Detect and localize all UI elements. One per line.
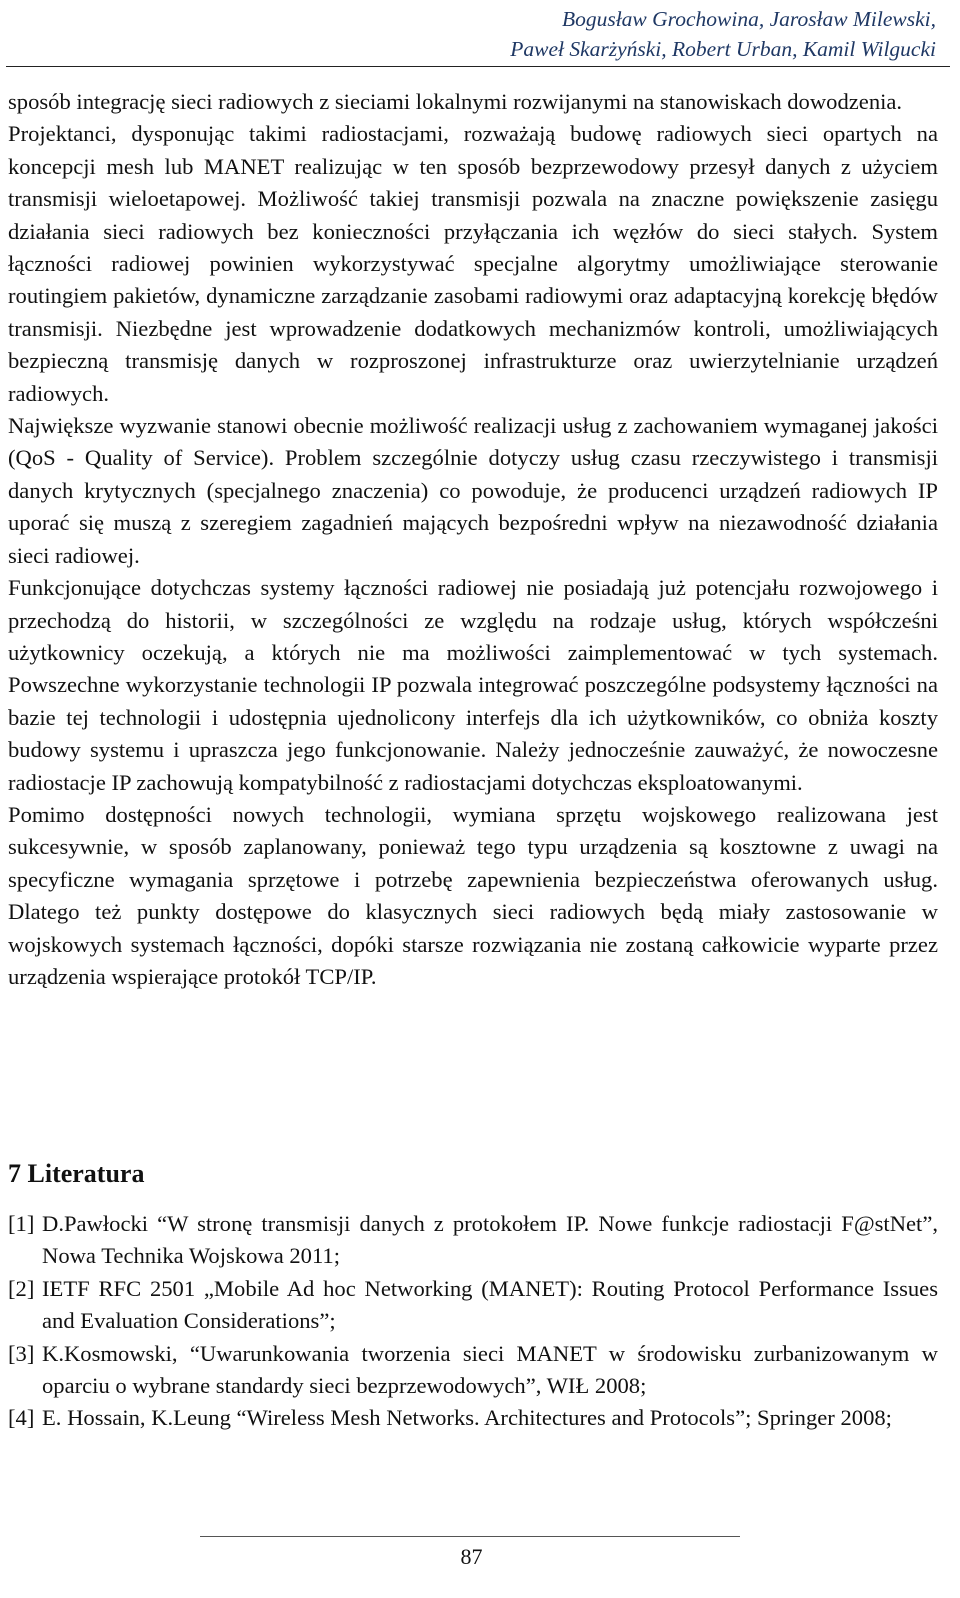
reference-text: IETF RFC 2501 „Mobile Ad hoc Networking (MANET): Routing Protocol Performance Issues and Evaluation Considerations”; <box>42 1275 938 1334</box>
header-authors-line-2: Paweł Skarżyński, Robert Urban, Kamil Wilgucki <box>510 37 936 61</box>
reference-item <box>8 1338 938 1403</box>
reference-item <box>8 1402 938 1434</box>
reference-item <box>8 1208 938 1273</box>
paragraph: sposób integrację sieci radiowych z sieciami lokalnymi rozwijanymi na stanowiskach dowodzenia. <box>8 89 903 114</box>
header-divider <box>6 66 950 67</box>
paragraph: Funkcjonujące dotychczas systemy łączności radiowej nie posiadają już potencjału rozwojowego i przechodzą do historii, w szczególności ze względu na rodzaje usług, których współcześni użytkownicy oczekują, a których nie ma możliwości zaimplementować w tych systemach. Powszechne wykorzystanie technologii IP pozwala integrować poszczególne podsystemy łączności na bazie tej technologii i udostępnia ujednolicony interfejs dla ich użytkowników, co obniża koszty budowy systemu i upraszcza jego funkcjonowanie. Należy jednocześnie zauważyć, że nowoczesne radiostacje IP zachowują kompatybilność z radiostacjami dotychczas eksploatowanymi. <box>8 575 938 795</box>
paragraph: Pomimo dostępności nowych technologii, wymiana sprzętu wojskowego realizowana jest sukcesywnie, w sposób zaplanowany, ponieważ tego typu urządzenia są kosztowne z uwagi na specyficzne wymagania sprzętowe i potrzebę zapewnienia bezpieczeństwa oferowanych usług. Dlatego też punkty dostępowe do klasycznych sieci radiowych będą miały zastosowanie w wojskowych systemach łączności, dopóki starsze rozwiązania nie zostaną całkowicie wyparte przez urządzenia wspierające protokół TCP/IP. <box>8 801 938 989</box>
reference-text: K.Kosmowski, “Uwarunkowania tworzenia sieci MANET w środowisku zurbanizowanym w oparciu o wybrane standardy sieci bezprzewodowych”, WIŁ 2008; <box>42 1340 938 1399</box>
footer-divider <box>200 1536 740 1537</box>
reference-list <box>8 1208 938 1435</box>
body-text <box>8 86 938 993</box>
reference-item <box>8 1273 938 1338</box>
page-number: 87 <box>460 1544 483 1569</box>
reference-number: [1] <box>8 1211 35 1236</box>
section-heading: 7 Literatura <box>8 1159 145 1188</box>
reference-number: [2] <box>8 1275 35 1301</box>
reference-text: D.Pawłocki “W stronę transmisji danych z protokołem IP. Nowe funkcje radiostacji F@stNet”, Nowa Technika Wojskowa 2011; <box>42 1211 938 1269</box>
reference-number: [3] <box>8 1340 35 1366</box>
reference-text: E. Hossain, K.Leung “Wireless Mesh Networks. Architectures and Protocols”; Springer 2008; <box>42 1405 892 1431</box>
header-authors-line-1: Bogusław Grochowina, Jarosław Milewski, <box>561 7 936 31</box>
paragraph: Projektanci, dysponując takimi radiostacjami, rozważają budowę radiowych sieci opartych na koncepcji mesh lub MANET realizując w ten sposób bezprzewodowy przesył danych z użyciem transmisji wieloetapowej. Możliwość takiej transmisji pozwala na znaczne powiększenie zasięgu działania sieci radiowych bez konieczności przyłączania ich węzłów do sieci stałych. System łączności radiowej powinien wykorzystywać specjalne algorytmy umożliwiające sterowanie routingiem pakietów, dynamiczne zarządzanie zasobami radiowymi oraz adaptacyjną korekcję błędów transmisji. Niezbędne jest wprowadzenie dodatkowych mechanizmów kontroli, umożliwiających bezpieczną transmisję danych w rozproszonej infrastrukturze oraz uwierzytelnianie urządzeń radiowych. <box>8 121 938 406</box>
running-header <box>336 4 936 64</box>
reference-number: [4] <box>8 1405 35 1431</box>
paragraph: Największe wyzwanie stanowi obecnie możliwość realizacji usług z zachowaniem wymaganej jakości (QoS - Quality of Service). Problem szczególnie dotyczy usług czasu rzeczywistego i transmisji danych krytycznych (specjalnego znaczenia) co powoduje, że producenci urządzeń radiowych IP uporać się muszą z szeregiem zagadnień mających bezpośredni wpływ na niezawodność działania sieci radiowej. <box>8 413 938 568</box>
